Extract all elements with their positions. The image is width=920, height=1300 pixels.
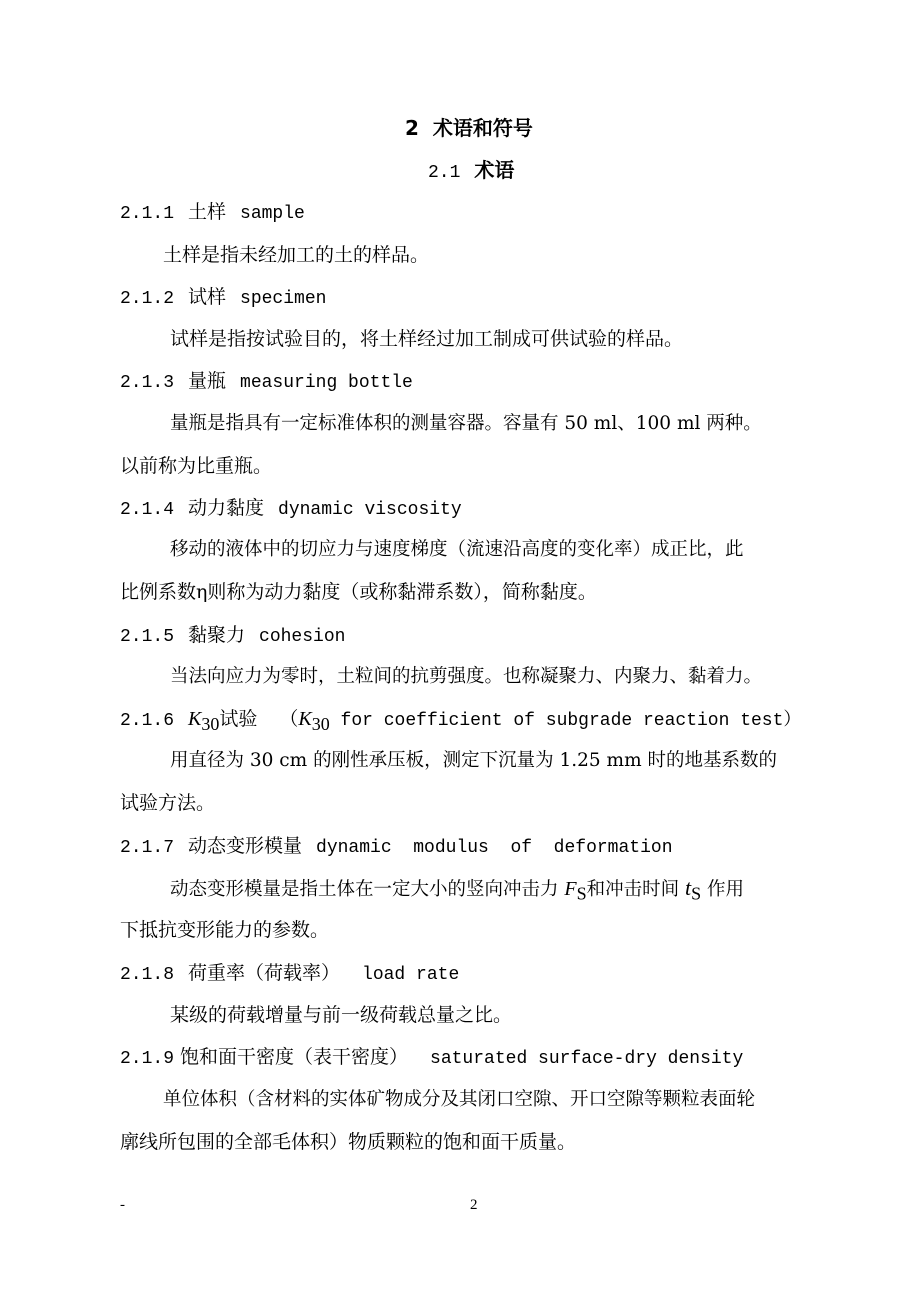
- k30-subscript: 30: [311, 713, 330, 734]
- term-chinese: 动力黏度: [188, 497, 265, 519]
- page-number: 2: [470, 1197, 478, 1213]
- k30-subscript: 30: [201, 713, 220, 734]
- term-english: specimen: [240, 289, 327, 309]
- term-definition: 比例系数η则称为动力黏度（或称黏滞系数），简称黏度。: [120, 581, 597, 603]
- term-definition: 单位体积（含材料的实体矿物成分及其闭口空隙、开口空隙等颗粒表面轮: [163, 1089, 756, 1110]
- impact-time-subscript: S: [691, 883, 702, 904]
- section-heading: [428, 158, 514, 185]
- term-definition: 试验方法。: [120, 792, 216, 814]
- term-heading: [120, 834, 673, 860]
- term-definition: 某级的荷载增量与前一级荷载总量之比。: [170, 1004, 513, 1026]
- term-definition: 量瓶是指具有一定标准体积的测量容器。容量有 50 ml、100 ml 两种。: [170, 413, 762, 434]
- definition-text: 作用: [701, 879, 745, 900]
- term-definition: 试样是指按试验目的，将土样经过加工制成可供试验的样品。: [170, 328, 684, 350]
- term-chinese: 土样: [188, 201, 227, 223]
- term-heading: [120, 200, 305, 226]
- term-english: saturated surface-dry density: [430, 1049, 744, 1069]
- term-heading: [120, 623, 345, 649]
- footer-dash: -: [120, 1197, 125, 1213]
- definition-text: 和冲击时间: [586, 879, 686, 900]
- term-number: 2.1.6: [120, 711, 175, 731]
- impact-time-symbol: t: [685, 875, 692, 900]
- term-chinese: 试验: [219, 708, 258, 730]
- term-definition: 以前称为比重瓶。: [120, 455, 273, 477]
- term-definition: [170, 876, 744, 902]
- term-number: 2.1.9: [120, 1049, 175, 1069]
- section-title: 术语: [474, 158, 515, 182]
- section-number: 2.1: [428, 163, 461, 183]
- chapter-title: 术语和符号: [432, 116, 533, 140]
- term-definition: 廓线所包围的全部毛体积）物质颗粒的饱和面干质量。: [120, 1131, 577, 1153]
- term-chinese: 荷重率（荷载率）: [188, 962, 341, 984]
- impact-force-subscript: S: [576, 883, 587, 904]
- term-chinese: 试样: [188, 286, 227, 308]
- term-number: 2.1.3: [120, 373, 175, 393]
- term-number: 2.1.1: [120, 204, 175, 224]
- open-paren: （: [279, 708, 299, 730]
- term-english: dynamic viscosity: [278, 500, 462, 520]
- chapter-number: 2: [405, 116, 419, 140]
- term-english: load rate: [362, 965, 460, 985]
- term-english: for coefficient of subgrade reaction test）: [329, 711, 802, 731]
- term-number: 2.1.7: [120, 838, 175, 858]
- term-number: 2.1.4: [120, 500, 175, 520]
- term-definition: 土样是指未经加工的土的样品。: [163, 244, 430, 266]
- term-definition: 移动的液体中的切应力与速度梯度（流速沿高度的变化率）成正比，此: [170, 539, 744, 560]
- term-definition: 下抵抗变形能力的参数。: [120, 919, 330, 941]
- term-number: 2.1.5: [120, 627, 175, 647]
- term-definition: 用直径为 30 cm 的刚性承压板，测定下沉量为 1.25 mm 时的地基系数的: [170, 750, 778, 771]
- term-chinese: 动态变形模量: [188, 835, 303, 857]
- term-heading: [120, 961, 459, 987]
- term-english: measuring bottle: [240, 373, 413, 393]
- impact-force-symbol: F: [564, 878, 577, 900]
- term-definition: 当法向应力为零时，土粒间的抗剪强度。也称凝聚力、内聚力、黏着力。: [170, 666, 763, 687]
- term-number: 2.1.8: [120, 965, 175, 985]
- term-number: 2.1.2: [120, 289, 175, 309]
- chapter-heading: [405, 116, 533, 140]
- term-heading: [120, 707, 801, 733]
- term-heading: [120, 285, 326, 311]
- term-chinese: 量瓶: [188, 370, 227, 392]
- term-heading: [120, 369, 413, 395]
- k30-symbol: K: [188, 708, 202, 730]
- term-heading: [120, 496, 462, 522]
- term-english: sample: [240, 204, 305, 224]
- definition-text: 动态变形模量是指土体在一定大小的竖向冲击力: [170, 879, 565, 900]
- term-heading: [120, 1045, 743, 1071]
- term-english: dynamic modulus of deformation: [316, 838, 673, 858]
- term-english: cohesion: [259, 627, 346, 647]
- term-chinese: 黏聚力: [188, 624, 246, 646]
- term-chinese: 饱和面干密度（表干密度）: [180, 1046, 409, 1068]
- k30-symbol: K: [298, 708, 312, 730]
